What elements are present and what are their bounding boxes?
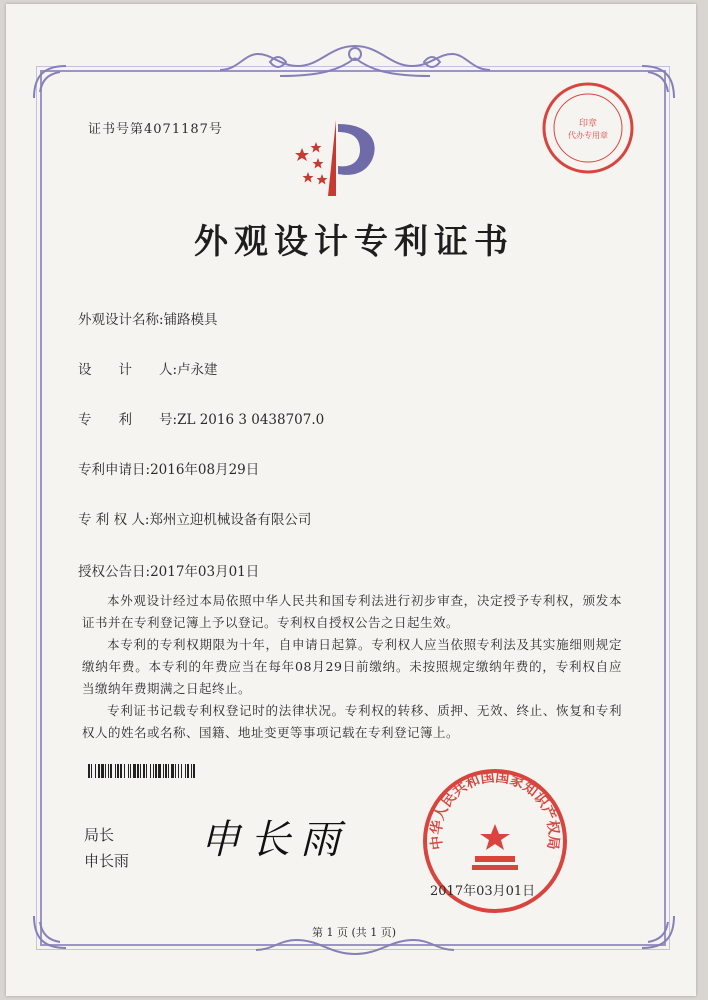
certificate-title: 外观设计专利证书 <box>194 222 514 262</box>
field-design-name: 外观设计名称:铺路模具 <box>78 312 218 328</box>
field-patentee: 专 利 权 人:郑州立迎机械设备有限公司 <box>78 512 312 528</box>
field-filing-date: 专利申请日:2016年08月29日 <box>78 462 260 478</box>
corner-ornament-tl <box>30 62 70 102</box>
paragraph-grant: 本外观设计经过本局依照中华人民共和国专利法进行初步审查，决定授予专利权，颁发本证书并在专利登记簿上予以登记。专利权自授权公告之日起生效。 <box>82 593 622 630</box>
certificate-number: 证书号第4071187号 <box>88 122 223 137</box>
page-footer: 第 1 页 (共 1 页) <box>311 926 397 939</box>
agency-seal-text: 印章 <box>578 119 598 129</box>
patent-office-logo <box>288 118 388 200</box>
field-designer: 设 计 人:卢永建 <box>78 362 218 378</box>
field-grant-date: 授权公告日:2017年03月01日 <box>78 564 260 580</box>
official-seal-text: 中华人民共和国国家知识产权局 <box>428 769 562 851</box>
seal-date: 2017年03月01日 <box>430 884 536 899</box>
signature-title: 局长 <box>84 826 115 844</box>
paragraph-term: 本专利的专利权期限为十年，自申请日起算。专利权人应当依照专利法及其实施细则规定缴纳年费。本专利的年费应当在每年08月29日前缴纳。未按照规定缴纳年费的，专利权自应当缴纳年费期满之日起终止。 <box>82 637 622 696</box>
paragraph-legal-status: 专利证书记载专利权登记时的法律状况。专利权的转移、质押、无效、终止、恢复和专利权人的姓名或名称、国籍、地址变更等事项记载在专利登记簿上。 <box>82 703 622 740</box>
top-ornament <box>210 40 500 90</box>
handwritten-signature: 申长雨 <box>200 817 350 863</box>
signature-name: 申长雨 <box>84 852 130 870</box>
barcode <box>88 764 288 778</box>
agency-seal <box>540 80 636 176</box>
corner-ornament-tr <box>638 62 678 102</box>
certificate-body <box>82 590 622 744</box>
svg-text:代办专用章: 代办专用章 <box>568 131 608 140</box>
field-patent-number: 专 利 号:ZL 2016 3 0438707.0 <box>78 412 325 428</box>
